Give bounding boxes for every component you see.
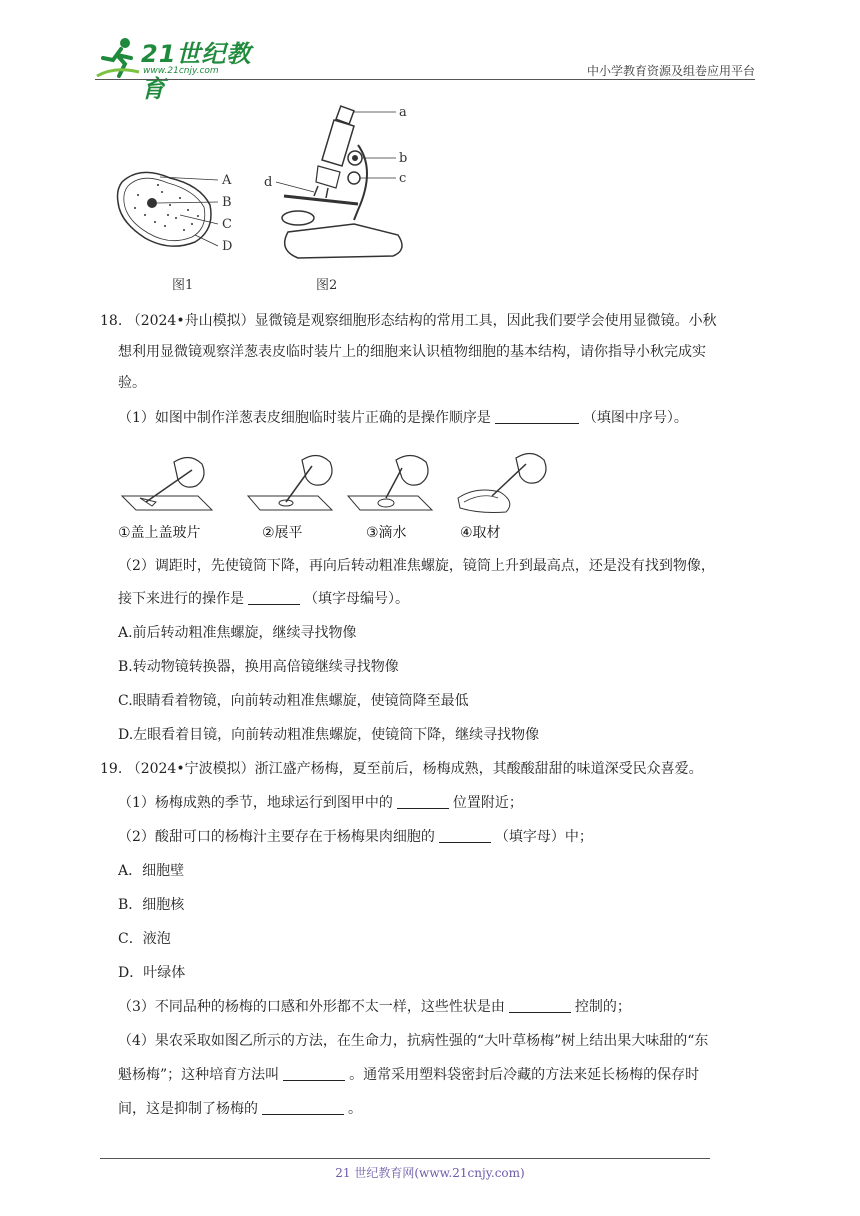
step-label-4: ④取材 xyxy=(460,525,501,541)
fig2-label-d: d xyxy=(264,175,273,190)
q19-stem: 19. （2024•宁波模拟）浙江盛产杨梅，夏至前后，杨梅成熟，其酸酸甜甜的味道深受民众喜爱。 xyxy=(100,761,703,777)
tweezers-hand-icon xyxy=(456,452,556,518)
fig2-label-a: a xyxy=(399,105,407,120)
logo-text: 21世纪教育 xyxy=(141,40,252,103)
q18-p2-text-after: （填字母编号）。 xyxy=(304,591,409,607)
q18-p1-text: （1）如图中制作洋葱表皮细胞临时装片正确的是操作顺序是 xyxy=(118,410,491,426)
q19-p2-text-after: （填字母）中； xyxy=(494,829,593,845)
q19-p3-text: （3）不同品种的杨梅的口感和外形都不太一样，这些性状是由 xyxy=(118,999,505,1015)
q18-stem-line-1: 18. （2024•舟山模拟）显微镜是观察细胞形态结构的常用工具，因此我们要学会使用显微镜。小秋 xyxy=(100,313,717,329)
step-take-material xyxy=(456,452,556,542)
fig2-label-b: b xyxy=(399,151,408,166)
animal-cell-diagram-icon xyxy=(110,160,240,270)
fig1-label-d: D xyxy=(222,239,233,254)
q19-part-4-line-3 xyxy=(118,1099,362,1119)
platform-title: 中小学教育资源及组卷应用平台 xyxy=(586,64,755,78)
answer-blank[interactable] xyxy=(248,590,300,605)
cover-slip-hand-icon xyxy=(118,452,218,518)
q19-option-b: B．细胞核 xyxy=(118,897,185,913)
header-divider xyxy=(95,79,755,80)
q18-part-2-line-1: （2）调距时，先使镜筒下降，再向后转动粗准焦螺旋，镜筒上升到最高点，还是没有找到物像， xyxy=(118,558,715,574)
fig1-label-c: C xyxy=(222,217,232,232)
q18-option-a: A.前后转动粗准焦螺旋，继续寻找物像 xyxy=(118,625,357,641)
fig1-label-b: B xyxy=(222,195,232,210)
logo-url: www.21cnjy.com xyxy=(143,66,219,76)
answer-blank[interactable] xyxy=(283,1066,345,1081)
q18-part-1 xyxy=(118,408,688,428)
site-logo xyxy=(95,36,270,103)
q18-stem-line-3: 验。 xyxy=(118,375,146,391)
q19-option-d: D．叶绿体 xyxy=(118,965,186,981)
runner-logo-icon xyxy=(95,36,141,80)
dropper-hand-icon xyxy=(346,452,446,518)
step-label-1: ①盖上盖玻片 xyxy=(118,525,201,541)
step-flatten xyxy=(246,452,346,542)
q18-option-c: C.眼睛看着物镜，向前转动粗准焦螺旋，使镜筒降至最低 xyxy=(118,693,469,709)
q18-part-2-line-2 xyxy=(118,589,409,609)
q18-option-d: D.左眼看着目镜，向前转动粗准焦螺旋，使镜筒下降，继续寻找物像 xyxy=(118,727,540,743)
step-drip-water xyxy=(346,452,446,542)
q19-part-4-line-2 xyxy=(118,1065,699,1085)
q19-p3-text-after: 控制的； xyxy=(574,999,631,1015)
q19-p4-text-after: 。通常采用塑料袋密封后冷藏的方法来延长杨梅的保存时 xyxy=(349,1067,700,1083)
q19-p4-text: 魁杨梅”；这种培育方法叫 xyxy=(118,1067,280,1083)
q19-part-1 xyxy=(118,793,523,813)
q19-p4-line3-end: 。 xyxy=(348,1101,362,1117)
footer-divider xyxy=(100,1158,710,1159)
q19-p1-text: （1）杨梅成熟的季节，地球运行到图甲中的 xyxy=(118,795,393,811)
answer-blank[interactable] xyxy=(397,794,449,809)
slide-preparation-steps xyxy=(118,452,558,542)
q18-p2-text: 接下来进行的操作是 xyxy=(118,591,244,607)
step-label-2: ②展平 xyxy=(262,525,303,541)
fig2-label-c: c xyxy=(399,171,407,186)
q19-option-a: A．细胞壁 xyxy=(118,863,185,879)
page-footer: 21 世纪教育网(www.21cnjy.com) xyxy=(335,1166,525,1180)
fig1-label-a: A xyxy=(222,173,232,188)
q19-p1-text-after: 位置附近； xyxy=(452,795,523,811)
step-cover-slip xyxy=(118,452,218,542)
q18-p1-text-after: （填图中序号）。 xyxy=(582,410,688,426)
answer-blank[interactable] xyxy=(509,998,571,1013)
figure-1-caption: 图1 xyxy=(172,278,194,293)
q19-p4-line3-text: 间，这是抑制了杨梅的 xyxy=(118,1101,258,1117)
q19-p2-text: （2）酸甜可口的杨梅汁主要存在于杨梅果肉细胞的 xyxy=(118,829,435,845)
figure-2-caption: 图2 xyxy=(316,278,338,293)
page-header xyxy=(95,30,755,103)
answer-blank[interactable] xyxy=(439,828,491,843)
q18-option-b: B.转动物镜转换器，换用高倍镜继续寻找物像 xyxy=(118,659,399,675)
q19-option-c: C．液泡 xyxy=(118,931,171,947)
step-label-3: ③滴水 xyxy=(366,525,407,541)
q19-part-3 xyxy=(118,997,631,1017)
q19-part-4-line-1: （4）果农采取如图乙所示的方法，在生命力，抗病性强的“大叶草杨梅”树上结出果大味甜的“东 xyxy=(118,1033,709,1049)
answer-blank[interactable] xyxy=(495,409,579,424)
figure-2-microscope xyxy=(258,100,418,295)
q19-part-2 xyxy=(118,827,593,847)
flatten-hand-icon xyxy=(246,452,346,518)
microscope-diagram-icon xyxy=(258,100,418,270)
answer-blank[interactable] xyxy=(262,1100,344,1115)
q18-stem-line-2: 想利用显微镜观察洋葱表皮临时装片上的细胞来认识植物细胞的基本结构，请你指导小秋完成实 xyxy=(118,344,706,360)
